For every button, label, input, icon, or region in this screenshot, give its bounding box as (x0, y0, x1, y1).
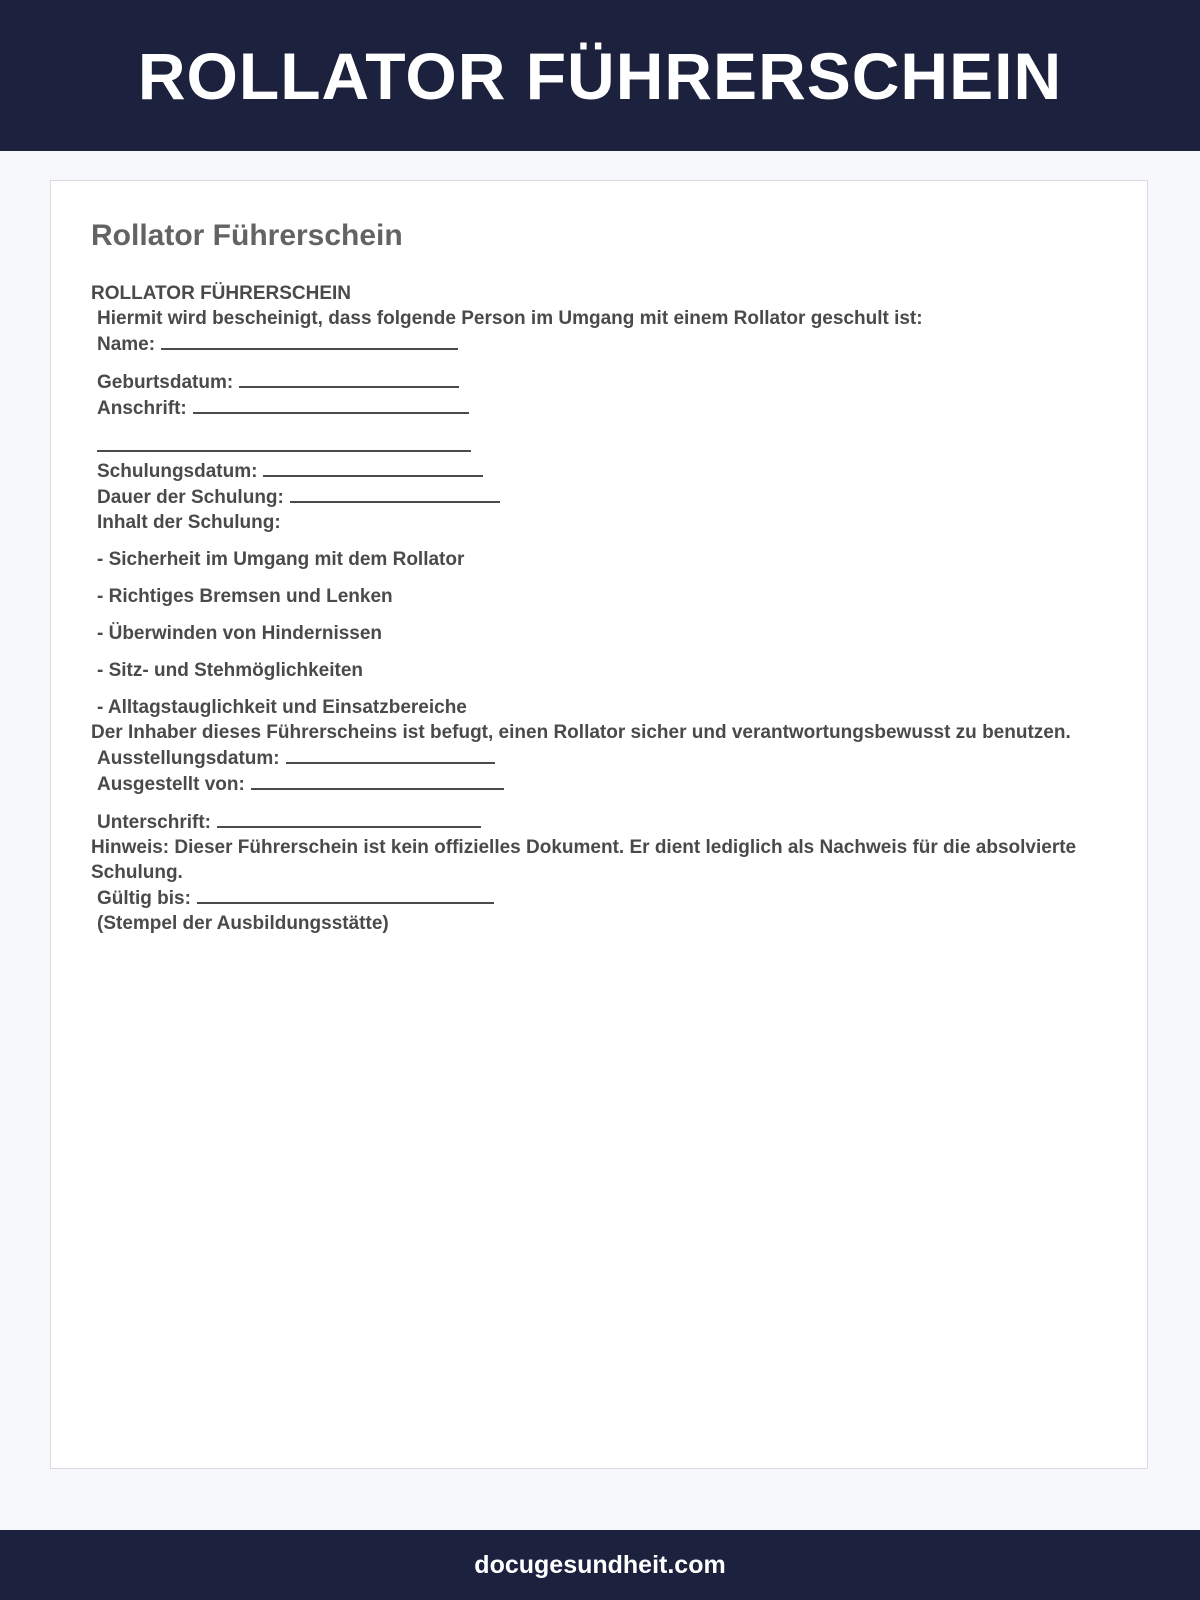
training-duration-label: Dauer der Schulung: (97, 487, 284, 508)
intro-text: Hiermit wird bescheinigt, dass folgende Person im Umgang mit einem Rollator geschult ist: (97, 308, 923, 329)
name-label: Name: (97, 334, 156, 355)
address-blank-2 (97, 433, 471, 452)
signature-field (91, 809, 1091, 835)
training-duration-blank (290, 484, 500, 503)
document-card (50, 180, 1148, 1469)
header-title: ROLLATOR FÜHRERSCHEIN (137, 38, 1063, 113)
valid-until-blank (197, 885, 494, 904)
authorization-text: Der Inhaber dieses Führerscheins ist befugt, einen Rollator sicher und verantwortungsbewusst zu benutzen. (91, 722, 1071, 743)
signature-label: Unterschrift: (97, 812, 212, 833)
issued-by-field (91, 771, 1091, 797)
training-date-field (91, 458, 1091, 484)
issue-date-blank (286, 745, 495, 764)
content-item: - Sitz- und Stehmöglichkeiten (97, 660, 364, 681)
page-header (0, 0, 1200, 151)
training-duration-field (91, 484, 1091, 510)
valid-until-label: Gültig bis: (97, 888, 191, 909)
document-heading: ROLLATOR FÜHRERSCHEIN (91, 283, 352, 304)
name-field (91, 331, 1091, 357)
document-title: Rollator Führerschein (91, 219, 403, 252)
issue-date-field (91, 745, 1091, 771)
stamp-text: (Stempel der Ausbildungsstätte) (97, 913, 389, 934)
address-field (91, 395, 1091, 421)
birthdate-label: Geburtsdatum: (97, 372, 234, 393)
training-date-blank (263, 458, 483, 477)
address-blank (193, 395, 469, 414)
issued-by-label: Ausgestellt von: (97, 774, 245, 795)
address-second-line (91, 433, 1091, 458)
page-footer (0, 1530, 1200, 1600)
birthdate-field (91, 369, 1091, 395)
content-item: - Alltagstauglichkeit und Einsatzbereiche (97, 697, 467, 718)
name-blank (161, 331, 458, 350)
content-item: - Sicherheit im Umgang mit dem Rollator (97, 549, 465, 570)
signature-blank (217, 809, 481, 828)
address-label: Anschrift: (97, 398, 187, 419)
document-body (91, 281, 1091, 936)
birthdate-blank (239, 369, 459, 388)
content-item: - Überwinden von Hindernissen (97, 623, 383, 644)
issued-by-blank (251, 771, 504, 790)
valid-until-field (91, 885, 1091, 911)
note-text: Hinweis: Dieser Führerschein ist kein offizielles Dokument. Er dient lediglich als Nachweis für die absolvierte Schulung. (91, 837, 1077, 883)
content-item: - Richtiges Bremsen und Lenken (97, 586, 393, 607)
issue-date-label: Ausstellungsdatum: (97, 748, 280, 769)
training-content-label: Inhalt der Schulung: (97, 512, 281, 533)
footer-site-link[interactable]: docugesundheit.com (474, 1550, 726, 1579)
training-date-label: Schulungsdatum: (97, 461, 258, 482)
